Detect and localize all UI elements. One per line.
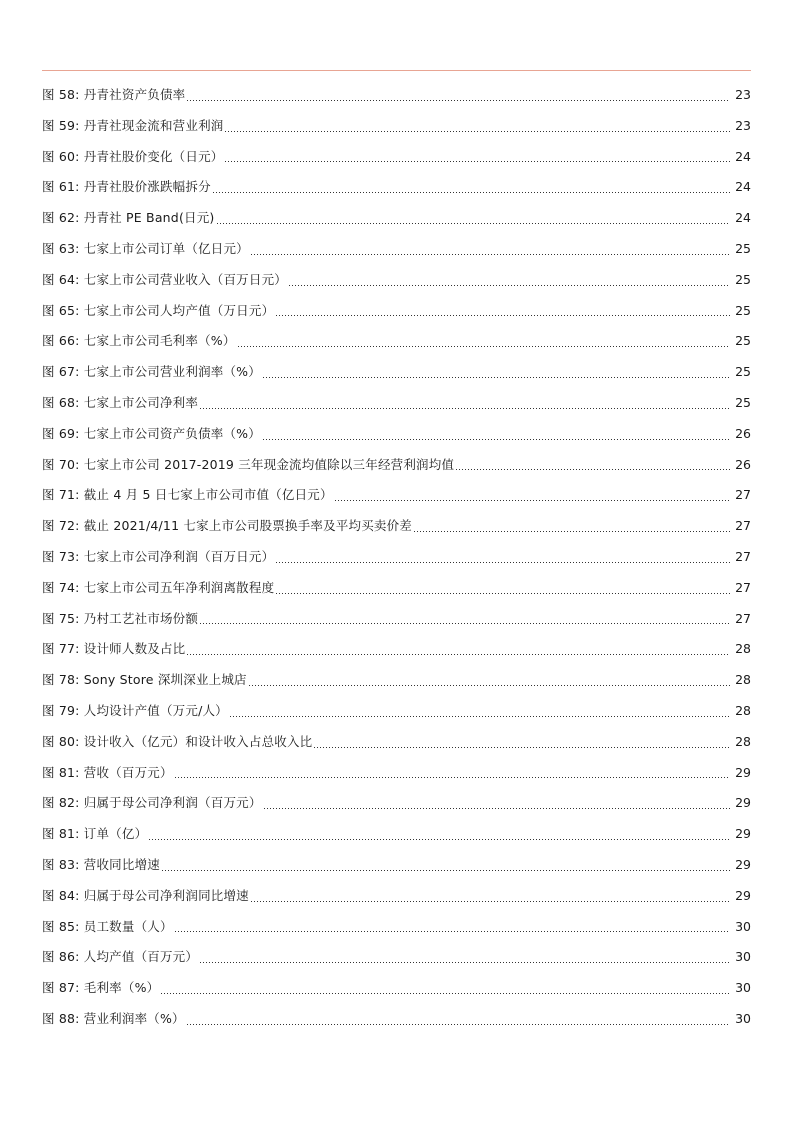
toc-entry-page-number: 23 <box>735 87 751 102</box>
toc-entry-label: 图 69: 七家上市公司资产负债率（%） <box>42 425 261 441</box>
toc-entry-label: 图 59: 丹青社现金流和营业利润 <box>42 117 224 133</box>
toc-entry-label: 图 66: 七家上市公司毛利率（%） <box>42 333 236 349</box>
toc-entry[interactable] <box>42 234 751 265</box>
toc-entry-label: 图 80: 设计收入（亿元）和设计收入占总收入比 <box>42 733 313 749</box>
toc-entry[interactable] <box>42 265 751 296</box>
toc-entry[interactable] <box>42 388 751 419</box>
dot-leader <box>217 223 731 224</box>
toc-entry-page-number: 24 <box>735 179 751 195</box>
toc-entry-label: 图 78: Sony Store 深圳深业上城店 <box>42 672 247 688</box>
toc-entry-label: 图 81: 营收（百万元） <box>42 764 173 780</box>
toc-entry-label: 图 84: 归属于母公司净利润同比增速 <box>42 887 249 903</box>
dot-leader <box>187 654 730 655</box>
toc-entry-label: 图 61: 丹青社股价涨跌幅拆分 <box>42 179 211 195</box>
toc-entry[interactable] <box>42 604 751 635</box>
dot-leader <box>251 901 730 902</box>
toc-entry-label: 图 73: 七家上市公司净利润（百万日元） <box>42 548 275 564</box>
toc-entry-page-number: 25 <box>735 302 751 318</box>
dot-leader <box>263 439 730 440</box>
toc-entry-label: 图 64: 七家上市公司营业收入（百万日元） <box>42 271 287 287</box>
figure-list <box>42 80 751 1035</box>
dot-leader <box>414 531 730 532</box>
toc-entry[interactable] <box>42 326 751 357</box>
dot-leader <box>225 161 730 162</box>
toc-entry-label: 图 75: 乃村工艺社市场份额 <box>42 610 199 626</box>
toc-entry-page-number: 27 <box>735 518 751 534</box>
toc-entry-page-number: 29 <box>735 764 751 780</box>
dot-leader <box>251 254 730 255</box>
dot-leader <box>289 285 730 286</box>
toc-entry[interactable] <box>42 634 751 665</box>
toc-entry-page-number: 30 <box>735 918 751 934</box>
dot-leader <box>456 469 730 470</box>
toc-entry-page-number: 27 <box>735 579 751 595</box>
toc-entry-page-number: 23 <box>735 117 751 133</box>
toc-entry[interactable] <box>42 912 751 943</box>
toc-entry-page-number: 26 <box>735 425 751 441</box>
toc-entry-label: 图 72: 截止 2021/4/11 七家上市公司股票换手率及平均买卖价差 <box>42 518 413 534</box>
toc-entry[interactable] <box>42 357 751 388</box>
dot-leader <box>149 839 730 840</box>
dot-leader <box>200 623 730 624</box>
toc-entry[interactable] <box>42 727 751 758</box>
toc-entry-page-number: 25 <box>735 333 751 349</box>
toc-entry[interactable] <box>42 696 751 727</box>
toc-entry[interactable] <box>42 142 751 173</box>
toc-entry[interactable] <box>42 542 751 573</box>
toc-entry-page-number: 25 <box>735 240 751 256</box>
dot-leader <box>161 993 730 994</box>
toc-entry[interactable] <box>42 850 751 881</box>
toc-entry[interactable] <box>42 419 751 450</box>
dot-leader <box>200 962 730 963</box>
toc-entry[interactable] <box>42 172 751 203</box>
toc-entry-page-number: 29 <box>735 856 751 872</box>
toc-entry-page-number: 27 <box>735 610 751 626</box>
toc-entry-page-number: 24 <box>735 148 751 164</box>
toc-entry-page-number: 24 <box>735 210 751 226</box>
dot-leader <box>175 777 730 778</box>
toc-entry[interactable] <box>42 942 751 973</box>
dot-leader <box>200 408 730 409</box>
toc-entry[interactable] <box>42 881 751 912</box>
toc-entry-label: 图 63: 七家上市公司订单（亿日元） <box>42 240 249 256</box>
toc-entry-label: 图 79: 人均设计产值（万元/人） <box>42 702 228 718</box>
toc-entry-page-number: 25 <box>735 271 751 287</box>
toc-entry-label: 图 81: 订单（亿） <box>42 826 148 842</box>
dot-leader <box>264 808 730 809</box>
toc-entry[interactable] <box>42 111 751 142</box>
toc-entry-page-number: 30 <box>735 949 751 965</box>
toc-entry[interactable] <box>42 203 751 234</box>
toc-entry-label: 图 77: 设计师人数及占比 <box>42 641 186 657</box>
toc-entry-page-number: 27 <box>735 548 751 564</box>
toc-entry-label: 图 67: 七家上市公司营业利润率（%） <box>42 364 261 380</box>
toc-entry-label: 图 86: 人均产值（百万元） <box>42 949 199 965</box>
toc-entry-page-number: 25 <box>735 394 751 410</box>
toc-entry-label: 图 74: 七家上市公司五年净利润离散程度 <box>42 579 275 595</box>
toc-entry[interactable] <box>42 819 751 850</box>
dot-leader <box>276 593 730 594</box>
toc-entry-page-number: 29 <box>735 826 751 842</box>
toc-entry-page-number: 30 <box>735 1010 751 1026</box>
toc-entry-label: 图 60: 丹青社股价变化（日元） <box>42 148 224 164</box>
dot-leader <box>335 500 730 501</box>
toc-entry[interactable] <box>42 511 751 542</box>
dot-leader <box>162 870 730 871</box>
toc-entry-label: 图 88: 营业利润率（%） <box>42 1010 185 1026</box>
toc-entry-page-number: 28 <box>735 702 751 718</box>
dot-leader <box>225 131 730 132</box>
header-rule <box>42 70 751 71</box>
dot-leader <box>249 685 730 686</box>
toc-entry-page-number: 30 <box>735 980 751 996</box>
toc-entry-label: 图 83: 营收同比增速 <box>42 856 160 872</box>
dot-leader <box>230 716 730 717</box>
toc-entry-label: 图 62: 丹青社 PE Band(日元) <box>42 210 215 226</box>
toc-entry[interactable] <box>42 450 751 481</box>
dot-leader <box>276 562 730 563</box>
toc-entry-label: 图 87: 毛利率（%） <box>42 980 160 996</box>
toc-entry-page-number: 28 <box>735 641 751 657</box>
toc-entry-label: 图 82: 归属于母公司净利润（百万元） <box>42 795 262 811</box>
toc-entry-label: 图 71: 截止 4 月 5 日七家上市公司市值（亿日元） <box>42 487 333 503</box>
toc-entry-page-number: 29 <box>735 795 751 811</box>
dot-leader <box>238 346 730 347</box>
toc-entry-label: 图 85: 员工数量（人） <box>42 918 173 934</box>
dot-leader <box>175 931 730 932</box>
toc-entry-page-number: 28 <box>735 733 751 749</box>
toc-entry-page-number: 26 <box>735 456 751 472</box>
toc-entry-label: 图 58: 丹青社资产负债率 <box>42 87 186 102</box>
toc-entry-page-number: 29 <box>735 887 751 903</box>
toc-entry[interactable] <box>42 788 751 819</box>
toc-entry-label: 图 65: 七家上市公司人均产值（万日元） <box>42 302 275 318</box>
dot-leader <box>213 192 730 193</box>
dot-leader <box>263 377 730 378</box>
toc-entry[interactable] <box>42 665 751 696</box>
dot-leader <box>314 747 730 748</box>
toc-entry-label: 图 68: 七家上市公司净利率 <box>42 394 199 410</box>
toc-entry-page-number: 27 <box>735 487 751 503</box>
toc-entry-page-number: 28 <box>735 672 751 688</box>
toc-entry[interactable] <box>42 1004 751 1035</box>
toc-entry[interactable] <box>42 296 751 327</box>
toc-entry[interactable] <box>42 573 751 604</box>
toc-entry[interactable] <box>42 973 751 1004</box>
toc-entry-label: 图 70: 七家上市公司 2017-2019 三年现金流均值除以三年经营利润均值 <box>42 456 455 472</box>
toc-entry[interactable] <box>42 480 751 511</box>
toc-entry-page-number: 25 <box>735 364 751 380</box>
dot-leader <box>276 315 730 316</box>
toc-entry[interactable] <box>42 758 751 789</box>
dot-leader <box>187 100 730 101</box>
toc-entry[interactable] <box>42 80 751 111</box>
dot-leader <box>187 1024 730 1025</box>
